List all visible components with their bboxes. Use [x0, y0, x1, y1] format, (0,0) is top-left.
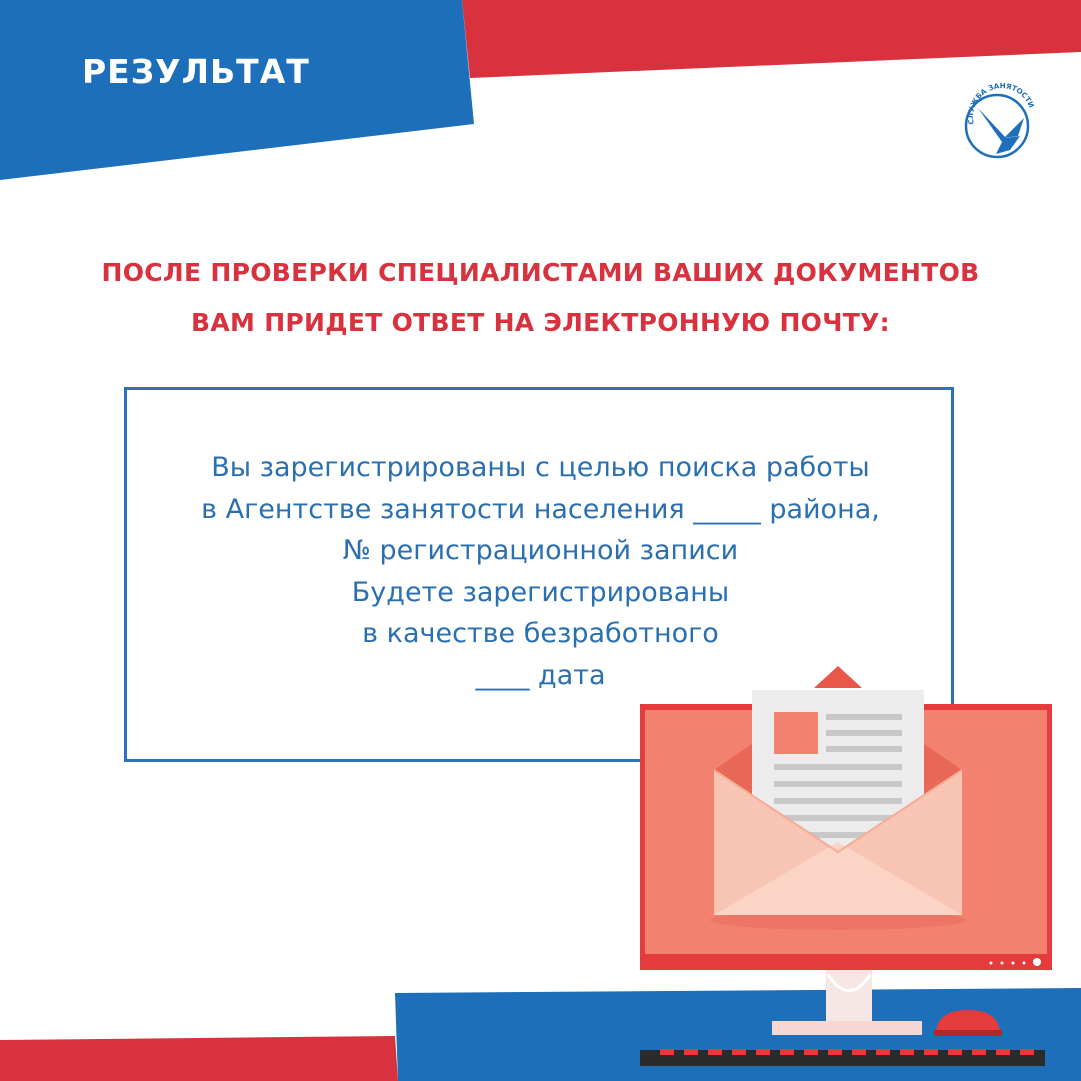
message-line: Вы зарегистрированы с целью поиска работы	[211, 452, 870, 483]
intro-line-2: ВАМ ПРИДЕТ ОТВЕТ НА ЭЛЕКТРОННУЮ ПОЧТУ:	[191, 308, 890, 337]
message-line: ____ дата	[475, 659, 606, 691]
keyboard-icon	[640, 1049, 1045, 1066]
page-heading: РЕЗУЛЬТАТ	[82, 52, 310, 91]
message-line: в Агентстве занятости населения _____ района,	[201, 493, 880, 525]
message-line: в качестве безработного	[362, 618, 719, 649]
message-line: № регистрационной записи	[342, 535, 739, 566]
intro-line-1: ПОСЛЕ ПРОВЕРКИ СПЕЦИАЛИСТАМИ ВАШИХ ДОКУМЕНТОВ	[101, 258, 980, 287]
message-line: Будете зарегистрированы	[351, 576, 730, 608]
logo-text: СЛУЖБА ЗАНЯТОСТИ	[966, 81, 1037, 126]
mouse-icon	[934, 1010, 1002, 1036]
